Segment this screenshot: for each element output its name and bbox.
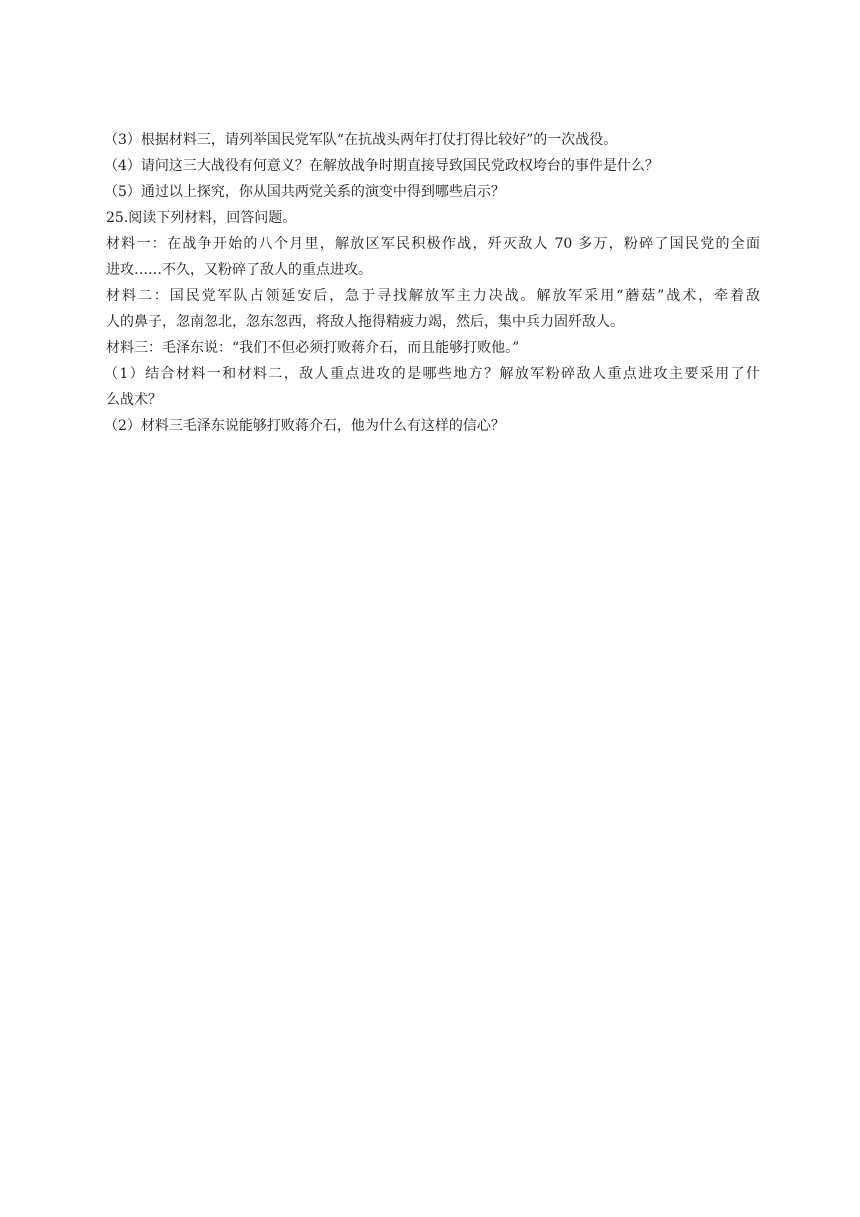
subquestion-1-line-2: 么战术？ [106,392,162,408]
material-2-line-2: 人的鼻子，忽南忽北，忽东忽西，将敌人拖得精疲力竭，然后，集中兵力固歼敌人。 [106,314,624,330]
material-1-line-2: 进攻……不久，又粉碎了敌人的重点进攻。 [106,262,372,278]
material-1-line-1: 材料一：在战争开始的八个月里，解放区军民积极作战，歼灭敌人 70 多万，粉碎了国民党的全面 [106,236,760,252]
document-body [106,130,760,442]
question-4-text: （4）请问这三大战役有何意义？在解放战争时期直接导致国民党政权垮台的事件是什么？ [104,158,659,174]
material-3-text: 材料三：毛泽东说：“我们不但必须打败蒋介石，而且能够打败他。” [106,340,520,356]
question-3-text: （3）根据材料三，请列举国民党军队“在抗战头两年打仗打得比较好”的一次战役。 [104,132,618,148]
subquestion-1-line-1: （1）结合材料一和材料二，敌人重点进攻的是哪些地方？解放军粉碎敌人重点进攻主要采用了什 [104,366,760,382]
question-5-text: （5）通过以上探究，你从国共两党关系的演变中得到哪些启示？ [104,184,505,200]
material-2-line-1: 材料二：国民党军队占领延安后，急于寻找解放军主力决战。解放军采用“蘑菇”战术，牵着敌 [106,288,760,304]
question-25-heading: 25.阅读下列材料，回答问题。 [106,210,297,226]
subquestion-2-text: （2）材料三毛泽东说能够打败蒋介石，他为什么有这样的信心？ [104,418,505,434]
